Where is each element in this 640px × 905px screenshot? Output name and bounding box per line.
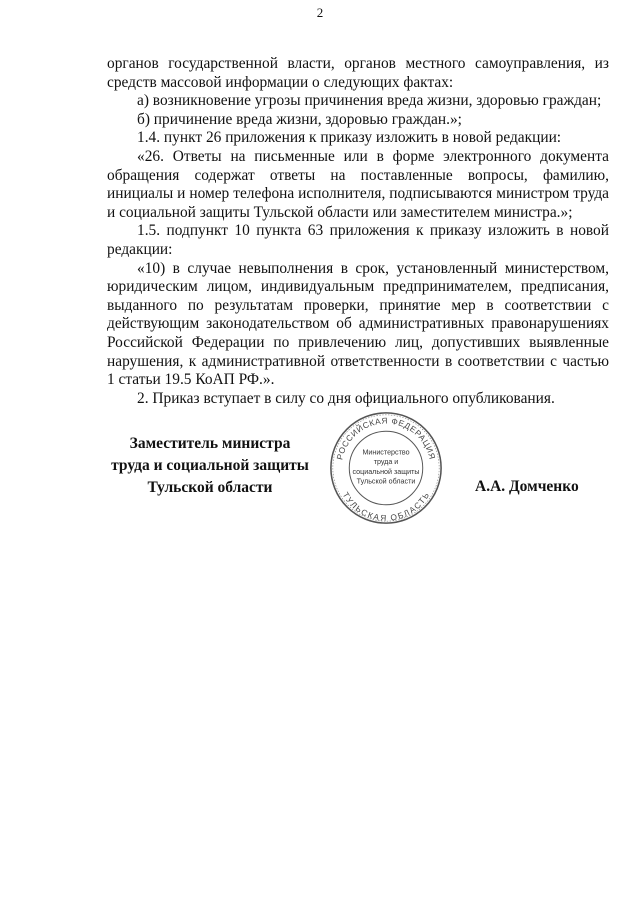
page-number: 2 — [316, 5, 324, 20]
position-line: Заместитель министра — [129, 435, 291, 452]
paragraph: «10) в случае невыполнения в срок, установленный министерством, юридическим лицом, индивидуальным предпринимателем, предписания, выданного по результатам проверки, принятие мер в соответствии с действующим законодательством об административных правонарушениях Российской Федерации по привлечению лиц, допустивших выявленные нарушения, к административной ответственности в соответствии с частью 1 статьи 19.5 КоАП РФ.». — [107, 259, 609, 389]
document-body — [107, 55, 609, 408]
paragraph: а) возникновение угрозы причинения вреда жизни, здоровью граждан; — [137, 92, 602, 110]
svg-text:ТУЛЬСКАЯ ОБЛАСТЬ — [341, 490, 432, 523]
paragraph: 1.4. пункт 26 приложения к приказу изложить в новой редакции: — [137, 129, 562, 147]
seal-outer-top-text: РОССИЙСКАЯ ФЕДЕРАЦИЯ — [334, 415, 438, 461]
official-seal-stamp — [328, 410, 444, 526]
signatory-position — [100, 433, 320, 499]
paragraph: «26. Ответы на письменные или в форме электронного документа обращения содержат ответы на поставленные вопросы, фамилию, инициалы и номер телефона исполнителя, подписываются министром труда и социальной защиты Тульской области или заместителем министра.»; — [107, 147, 609, 221]
paragraph: органов государственной власти, органов местного самоуправления, из средств массовой информации о следующих фактах: — [107, 55, 609, 91]
seal-outer-bottom-text: ТУЛЬСКАЯ ОБЛАСТЬ — [340, 490, 432, 523]
paragraph: 2. Приказ вступает в силу со дня официального опубликования. — [137, 389, 555, 407]
seal-inner-text: Тульской области — [356, 477, 416, 486]
paragraph: 1.5. подпункт 10 пункта 63 приложения к приказу изложить в новой редакции: — [107, 222, 609, 258]
seal-inner-text: социальной защиты — [352, 467, 420, 476]
position-line: труда и социальной защиты — [111, 457, 309, 474]
paragraph: б) причинение вреда жизни, здоровью граждан.»; — [137, 110, 462, 128]
seal-inner-text: Министерство — [362, 448, 410, 457]
signatory-name: А.А. Домченко — [475, 478, 579, 495]
position-line: Тульской области — [147, 479, 273, 496]
seal-inner-text: труда и — [373, 458, 399, 467]
